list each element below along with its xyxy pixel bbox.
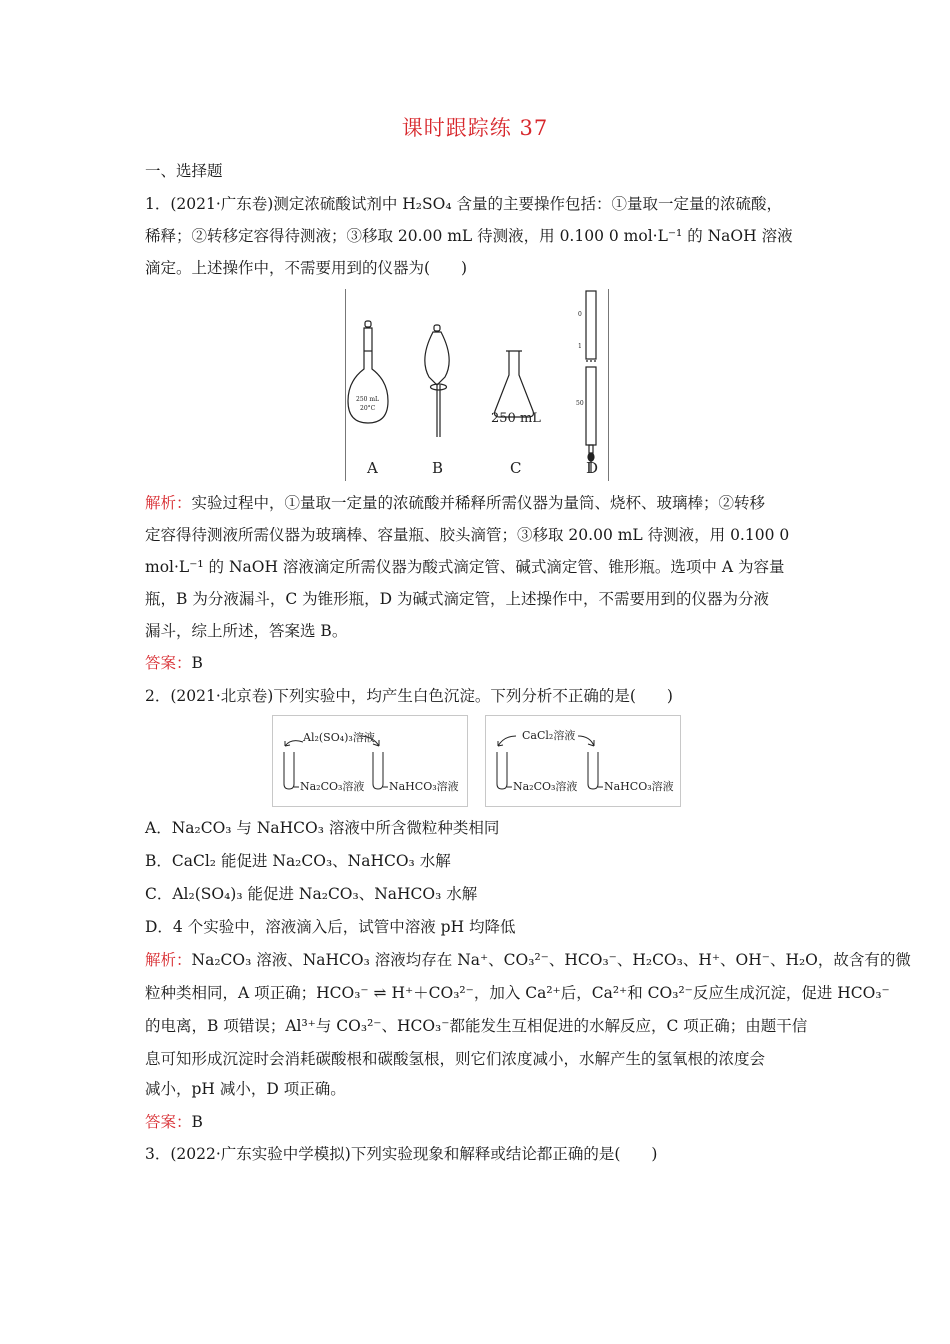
q2-stem: 2．(2021·北京卷)下列实验中，均产生白色沉淀。下列分析不正确的是( ) xyxy=(145,687,673,705)
q2-analysis-line-3: 的电离，B 项错误；Al³⁺与 CO₃²⁻、HCO₃⁻都能发生互相促进的水解反应，C 项正确；由题干信 xyxy=(145,1017,808,1035)
q2-analysis-line-4: 息可知形成沉淀时会消耗碳酸根和碳酸氢根，则它们浓度减小，水解产生的氢氧根的浓度会 xyxy=(145,1050,766,1068)
section-heading: 一、选择题 xyxy=(145,162,223,180)
reagent-label-right: CaCl₂溶液 xyxy=(522,729,576,742)
q1-stem-line-2: 稀释；②转移定容得待测液；③移取 20.00 mL 待测液，用 0.100 0 mol·L⁻¹ 的 NaOH 溶液 xyxy=(145,227,793,245)
burette-mark-1: 1 xyxy=(578,343,582,350)
q1-analysis-line-4: 瓶，B 为分液漏斗，C 为锥形瓶，D 为碱式滴定管，上述操作中，不需要用到的仪器为分液 xyxy=(145,590,769,608)
apparatus-illustration xyxy=(346,289,608,481)
separatory-funnel-icon xyxy=(425,325,449,437)
apparatus-label-d: D xyxy=(586,459,599,477)
q1-analysis-line-3: mol·L⁻¹ 的 NaOH 溶液滴定所需仪器为酸式滴定管、碱式滴定管、锥形瓶。选项中 A 为容量 xyxy=(145,558,785,576)
q2-analysis-line-1: 解析：Na₂CO₃ 溶液、NaHCO₃ 溶液均存在 Na⁺、CO₃²⁻、HCO₃⁻、H₂CO₃、H⁺、OH⁻、H₂O，故含有的微 xyxy=(145,951,911,969)
apparatus-label-a: A xyxy=(367,459,378,477)
test-tube-2 xyxy=(373,752,383,789)
q1-analysis-line-1: 解析：实验过程中，①量取一定量的浓硫酸并稀释所需仪器为量筒、烧杯、玻璃棒；②转移 xyxy=(145,494,766,512)
q2-analysis-label: 解析： xyxy=(145,951,192,969)
q1-analysis-label: 解析： xyxy=(145,494,192,512)
q1-answer-label: 答案： xyxy=(145,654,192,672)
q2-answer xyxy=(145,1112,810,1132)
erlenmeyer-volume-label: 250 mL xyxy=(491,411,541,426)
burette-mark-50: 50 xyxy=(576,400,584,407)
arrow-left xyxy=(498,736,516,746)
flask-temp-label: 20°C xyxy=(360,405,376,412)
q2-answer-label: 答案： xyxy=(145,1113,192,1131)
q2-analysis-line-2: 粒种类相同，A 项正确；HCO₃⁻ ⇌ H⁺＋CO₃²⁻，加入 Ca²⁺后，Ca²⁺和 CO₃²⁻反应生成沉淀，促进 HCO₃⁻ xyxy=(145,984,890,1002)
reagent-label-left: Al₂(SO₄)₃溶液 xyxy=(303,731,375,744)
q2-figure-right xyxy=(485,715,681,807)
q1-answer-value: B xyxy=(191,654,203,672)
test-tube-illustration-left xyxy=(273,716,467,806)
q2-analysis-line-5: 减小，pH 减小，D 项正确。 xyxy=(145,1080,346,1098)
test-tube-illustration-right xyxy=(486,716,680,806)
test-tube-1 xyxy=(497,752,507,789)
apparatus-label-c: C xyxy=(510,459,522,477)
arrow-right xyxy=(578,736,594,746)
q1-apparatus-figure xyxy=(345,289,609,481)
q2-option-a: A．Na₂CO₃ 与 NaHCO₃ 溶液中所含微粒种类相同 xyxy=(145,819,500,837)
test-tube-2 xyxy=(588,752,598,789)
q2-option-c: C．Al₂(SO₄)₃ 能促进 Na₂CO₃、NaHCO₃ 水解 xyxy=(145,885,478,903)
burette-icon xyxy=(586,291,596,473)
q2-option-d: D．4 个实验中，溶液滴入后，试管中溶液 pH 均降低 xyxy=(145,918,516,936)
q1-analysis-line-2: 定容得待测液所需仪器为玻璃棒、容量瓶、胶头滴管；③移取 20.00 mL 待测液，用 0.100 0 xyxy=(145,526,790,544)
q2-figure-left xyxy=(272,715,468,807)
page-title: 课时跟踪练 37 xyxy=(401,116,549,140)
q1-stem-line-1: 1．(2021·广东卷)测定浓硫酸试剂中 H₂SO₄ 含量的主要操作包括：①量取一定量的浓硫酸， xyxy=(145,195,782,213)
tube1-label-right: Na₂CO₃溶液 xyxy=(513,780,578,793)
tube1-label-left: Na₂CO₃溶液 xyxy=(300,780,365,793)
q1-answer xyxy=(145,653,810,673)
q3-stem: 3．(2022·广东实验中学模拟)下列实验现象和解释或结论都正确的是( ) xyxy=(145,1145,658,1163)
q1-analysis-line-5: 漏斗，综上所述，答案选 B。 xyxy=(145,622,348,640)
q2-option-b: B．CaCl₂ 能促进 Na₂CO₃、NaHCO₃ 水解 xyxy=(145,852,451,870)
q1-stem-line-3: 滴定。上述操作中，不需要用到的仪器为( ) xyxy=(145,259,468,277)
tube2-label-left: NaHCO₃溶液 xyxy=(389,780,459,793)
test-tube-1 xyxy=(284,752,294,789)
flask-volume-label: 250 mL xyxy=(356,396,380,403)
q2-answer-value: B xyxy=(191,1113,203,1131)
erlenmeyer-flask-icon xyxy=(495,351,534,417)
burette-mark-0: 0 xyxy=(578,311,582,318)
tube2-label-right: NaHCO₃溶液 xyxy=(604,780,674,793)
apparatus-label-b: B xyxy=(432,459,444,477)
